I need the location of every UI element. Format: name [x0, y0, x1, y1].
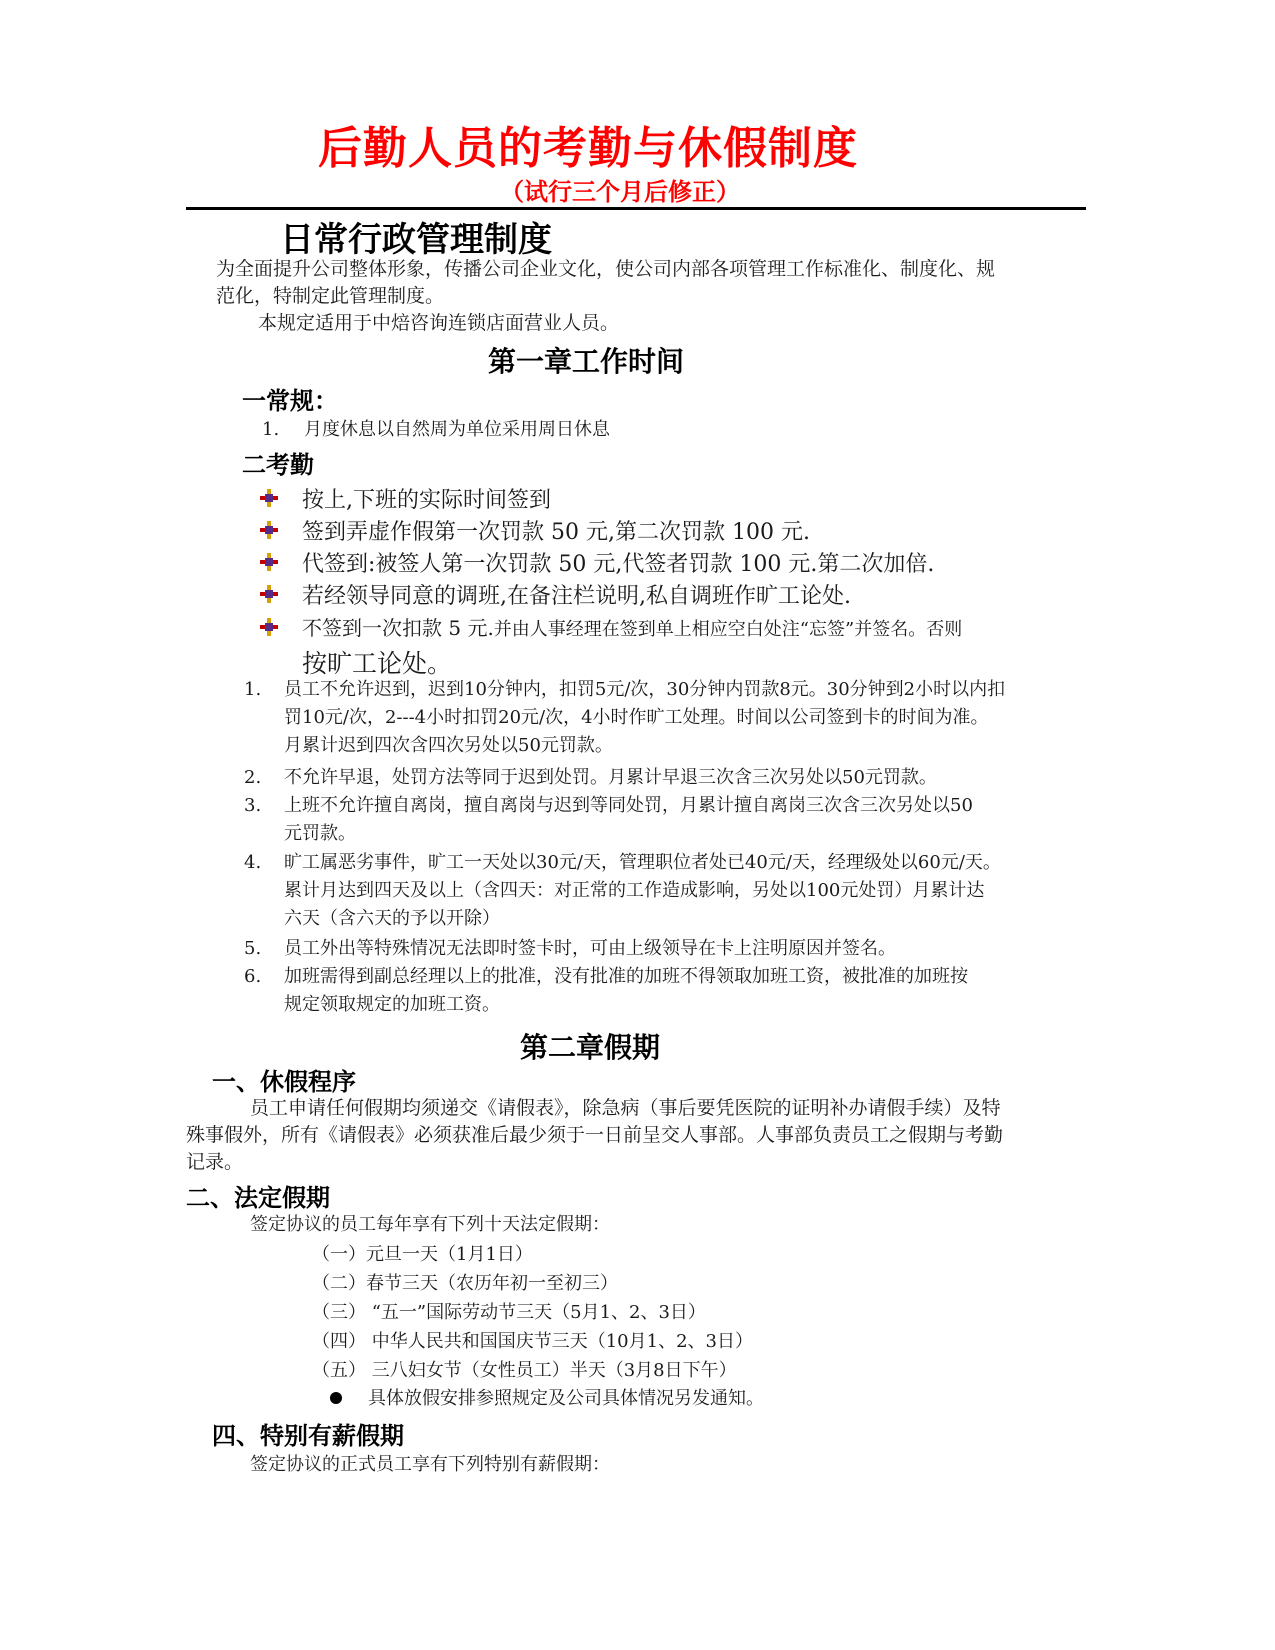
holiday-item: （三） “五一”国际劳动节三天（5月1、2、3日） [312, 1302, 706, 1323]
rule-number: 5. [244, 938, 262, 959]
section-leave-procedure-title: 一、休假程序 [212, 1068, 356, 1096]
attendance-bullet-5 [302, 612, 962, 641]
bullet-icon [260, 618, 278, 636]
bullet-icon [260, 521, 278, 539]
rule-line: 元罚款。 [284, 823, 356, 844]
section-attendance-title: 二考勤 [242, 451, 314, 479]
rule-number: 6. [244, 966, 262, 987]
document-title: 后勤人员的考勤与休假制度 [318, 123, 858, 174]
rule-line: 员工外出等特殊情况无法即时签卡时，可由上级领导在卡上注明原因并签名。 [284, 938, 896, 959]
leave-procedure-line-2: 殊事假外，所有《请假表》必须获准后最少须于一日前呈交人事部。人事部负责员工之假期与考勤 [186, 1124, 1004, 1146]
rule-line: 月累计迟到四次含四次另处以50元罚款。 [284, 735, 613, 756]
rule-line: 罚10元/次，2---4小时扣罚20元/次，4小时作旷工处理。时间以公司签到卡的时间为准。 [284, 707, 989, 728]
rule-line: 加班需得到副总经理以上的批准，没有批准的加班不得领取加班工资，被批准的加班按 [284, 966, 968, 987]
section-heading: 日常行政管理制度 [280, 220, 552, 260]
attendance-bullet-3: 代签到:被签人第一次罚款 50 元,代签者罚款 100 元.第二次加倍. [302, 552, 935, 577]
rule-number: 1. [244, 679, 262, 700]
regular-item-number: 1. [262, 419, 280, 440]
intro-line-2: 范化，特制定此管理制度。 [216, 285, 445, 307]
rule-item-4 [244, 849, 1104, 939]
section-statutory-holidays-title: 二、法定假期 [186, 1184, 330, 1212]
rule-line: 员工不允许迟到，迟到10分钟内，扣罚5元/次，30分钟内罚款8元。30分钟到2小时以内扣 [284, 679, 1006, 700]
leave-procedure-line-1: 员工申请任何假期均须递交《请假表》，除急病（事后要凭医院的证明补办请假手续）及特 [250, 1097, 1001, 1119]
rule-number: 4. [244, 852, 262, 873]
section-special-paid-leave-title: 四、特别有薪假期 [212, 1422, 404, 1450]
holiday-item: （四） 中华人民共和国国庆节三天（10月1、2、3日） [312, 1331, 753, 1352]
leave-procedure-line-3: 记录。 [186, 1151, 244, 1173]
rule-item-3 [244, 792, 1104, 852]
chapter-1-title: 第一章工作时间 [488, 345, 685, 378]
bullet-icon [260, 489, 278, 507]
intro-line-1: 为全面提升公司整体形象，传播公司企业文化，使公司内部各项管理工作标准化、制度化、规 [216, 258, 996, 280]
statutory-intro: 签定协议的员工每年享有下列十天法定假期： [250, 1214, 610, 1235]
rule-line: 旷工属恶劣事件，旷工一天处以30元/天，管理职位者处已40元/天，经理级处以60元/天。 [284, 852, 1001, 873]
rule-number: 2. [244, 767, 262, 788]
attendance-bullet-5-line2: 按旷工论处。 [302, 649, 453, 678]
rule-line: 上班不允许擅自离岗，擅自离岗与迟到等同处罚，月累计擅自离岗三次含三次另处以50 [284, 795, 973, 816]
rule-item-5 [244, 935, 1104, 965]
rule-item-1 [244, 676, 1104, 766]
attendance-bullet-4: 若经领导同意的调班,在备注栏说明,私自调班作旷工论处. [302, 584, 851, 609]
holiday-item: （一）元旦一天（1月1日） [312, 1244, 533, 1265]
regular-item-text: 月度休息以自然周为单位采用周日休息 [304, 419, 610, 440]
rule-item-2 [244, 764, 1104, 794]
holiday-item: （五） 三八妇女节（女性员工）半天（3月8日下午） [312, 1360, 737, 1381]
rule-line: 不允许早退，处罚方法等同于迟到处罚。月累计早退三次含三次另处以50元罚款。 [284, 767, 937, 788]
bullet-icon [260, 553, 278, 571]
scope-line: 本规定适用于中焙咨询连锁店面营业人员。 [258, 312, 620, 334]
bullet-dot-icon [330, 1392, 342, 1404]
rule-line: 规定领取规定的加班工资。 [284, 994, 500, 1015]
attendance-bullet-2: 签到弄虚作假第一次罚款 50 元,第二次罚款 100 元. [302, 520, 810, 545]
section-regular-title: 一常规： [242, 387, 338, 415]
special-paid-leave-intro: 签定协议的正式员工享有下列特别有薪假期： [250, 1454, 610, 1475]
chapter-2-title: 第二章假期 [520, 1031, 661, 1064]
rule-item-6 [244, 963, 1104, 1023]
attendance-bullet-1: 按上,下班的实际时间签到 [302, 488, 551, 513]
holiday-note: 具体放假安排参照规定及公司具体情况另发通知。 [368, 1388, 764, 1409]
rule-number: 3. [244, 795, 262, 816]
attendance-bullet-5-head: 不签到一次扣款 5 元. [302, 616, 494, 640]
rule-line: 六天（含六天的予以开除） [284, 908, 500, 929]
attendance-bullet-5-tail: 并由人事经理在签到单上相应空白处注“忘签”并签名。否则 [493, 619, 963, 640]
holiday-item: （二）春节三天（农历年初一至初三） [312, 1273, 618, 1294]
bullet-icon [260, 585, 278, 603]
rule-line: 累计月达到四天及以上（含四天：对正常的工作造成影响，另处以100元处罚）月累计达 [284, 880, 985, 901]
header-divider [186, 207, 1086, 210]
document-subtitle: （试行三个月后修正） [500, 178, 740, 206]
